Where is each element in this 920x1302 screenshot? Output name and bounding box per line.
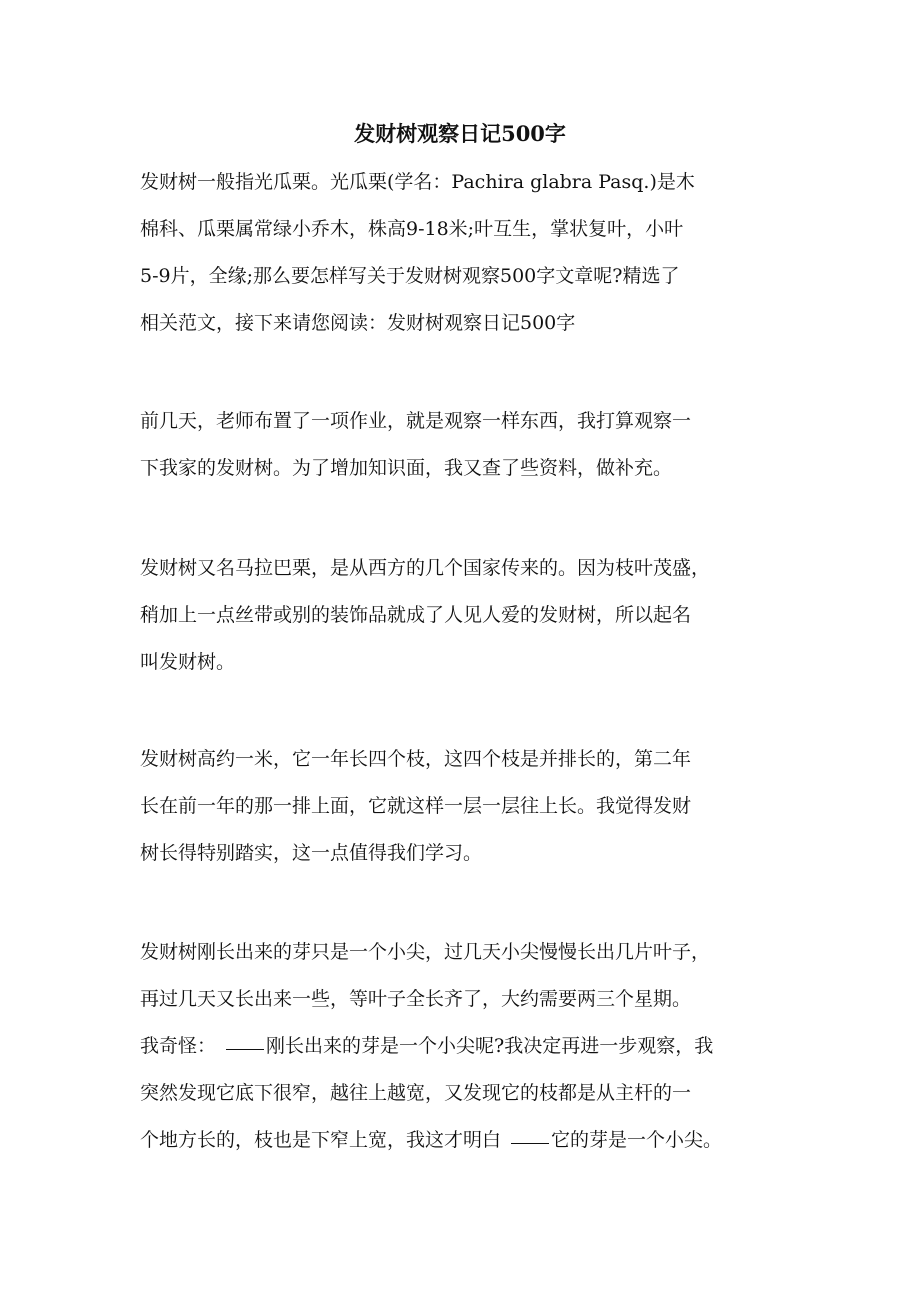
text-line: 稍加上一点丝带或别的装饰品就成了人见人爱的发财树，所以起名: [140, 604, 692, 626]
text-line: 相关范文，接下来请您阅读：发财树观察日记500字: [140, 312, 576, 334]
text-line: 叫发财树。: [140, 651, 236, 673]
text-segment: 个地方长的，枝也是下窄上宽，我这才明白: [140, 1129, 502, 1151]
paragraph-intro: [140, 159, 780, 347]
text-line: 棉科、瓜栗属常绿小乔木，株高9-18米;叶互生，掌状复叶，小叶: [140, 218, 684, 240]
document-title: 发财树观察日记500字: [354, 121, 566, 146]
text-line: 前几天，老师布置了一项作业，就是观察一样东西，我打算观察一: [140, 410, 692, 432]
text-line: 发财树又名马拉巴栗，是从西方的几个国家传来的。因为枝叶茂盛，: [140, 557, 711, 579]
text-line: 发财树高约一米，它一年长四个枝，这四个枝是并排长的，第二年: [140, 748, 692, 770]
paragraph-name-origin: [140, 545, 780, 686]
paragraph-growth: [140, 736, 780, 877]
fill-in-blank: [511, 1142, 549, 1144]
paragraph-buds: [140, 929, 780, 1164]
text-line: 下我家的发财树。为了增加知识面，我又查了些资料，做补充。: [140, 457, 673, 479]
text-segment: 它的芽是一个小尖。: [551, 1129, 723, 1151]
text-line: 长在前一年的那一排上面，它就这样一层一层往上长。我觉得发财: [140, 795, 692, 817]
text-line: 树长得特别踏实，这一点值得我们学习。: [140, 842, 483, 864]
paragraph-homework: [140, 398, 780, 492]
text-line-with-blank: [140, 1023, 780, 1070]
text-segment: 刚长出来的芽是一个小尖呢?我决定再进一步观察，我: [266, 1035, 714, 1057]
text-line: 突然发现它底下很窄，越往上越宽，又发现它的枝都是从主杆的一: [140, 1082, 692, 1104]
text-line: 5-9片，全缘;那么要怎样写关于发财树观察500字文章呢?精选了: [140, 265, 680, 287]
text-segment: 我奇怪：: [140, 1035, 217, 1057]
text-line-with-blank: [140, 1117, 780, 1164]
text-line: 发财树一般指光瓜栗。光瓜栗(学名：Pachira glabra Pasq.)是木: [140, 171, 695, 193]
text-line: 再过几天又长出来一些，等叶子全长齐了，大约需要两三个星期。: [140, 988, 692, 1010]
fill-in-blank: [226, 1048, 264, 1050]
text-line: 发财树刚长出来的芽只是一个小尖，过几天小尖慢慢长出几片叶子，: [140, 941, 711, 963]
